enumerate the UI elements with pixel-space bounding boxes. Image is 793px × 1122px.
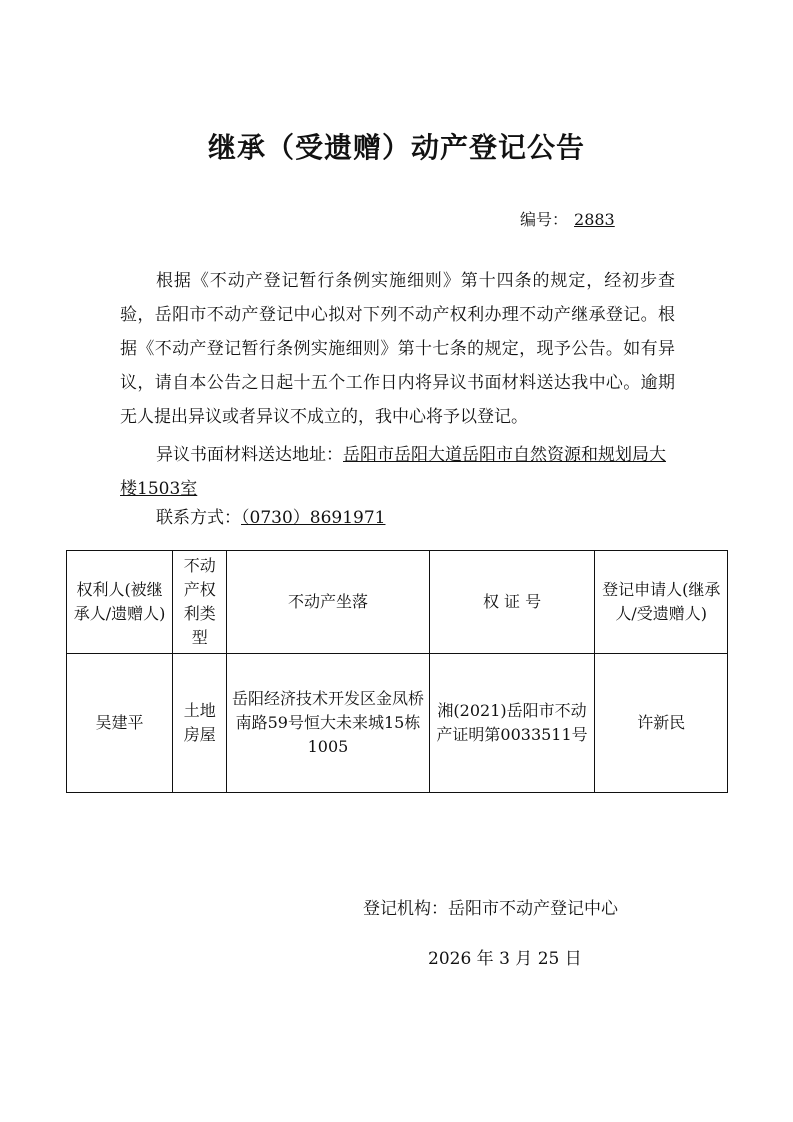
header-applicant: 登记申请人(继承人/受遗赠人) bbox=[595, 551, 728, 654]
header-location: 不动产坐落 bbox=[227, 551, 429, 654]
objection-address-label: 异议书面材料送达地址： bbox=[156, 445, 343, 465]
cell-obligee: 吴建平 bbox=[67, 654, 173, 793]
page-title: 继承（受遗赠）动产登记公告 bbox=[207, 131, 585, 164]
registration-table bbox=[66, 550, 728, 793]
table-row bbox=[67, 654, 728, 793]
cell-location: 岳阳经济技术开发区金凤桥南路59号恒大未来城15栋1005 bbox=[227, 654, 429, 793]
cell-applicant: 许新民 bbox=[595, 654, 728, 793]
contact-info bbox=[156, 506, 405, 530]
notice-date: 2026 年 3 月 25 日 bbox=[428, 949, 582, 969]
document-number-value: 2883 bbox=[574, 210, 615, 229]
header-obligee: 权利人(被继承人/遗赠人) bbox=[67, 551, 173, 654]
document-number-label: 编号： bbox=[520, 210, 569, 229]
cell-certificate-no: 湘(2021)岳阳市不动产证明第0033511号 bbox=[429, 654, 595, 793]
table-header-row bbox=[67, 551, 728, 654]
contact-value: （0730）8691971 bbox=[241, 508, 386, 528]
registration-authority: 登记机构：岳阳市不动产登记中心 bbox=[363, 899, 618, 919]
header-certificate-no: 权 证 号 bbox=[429, 551, 595, 654]
objection-address bbox=[120, 438, 675, 506]
cell-right-type: 土地房屋 bbox=[173, 654, 227, 793]
document-number bbox=[520, 207, 615, 230]
header-right-type: 不动产权利类型 bbox=[173, 551, 227, 654]
objection-address-value: 岳阳市岳阳大道岳阳市自然资源和规划局大楼1503室 bbox=[120, 445, 666, 499]
contact-label: 联系方式： bbox=[156, 508, 241, 528]
notice-paragraph: 根据《不动产登记暂行条例实施细则》第十四条的规定，经初步查验，岳阳市不动产登记中心拟对下列不动产权利办理不动产继承登记。根据《不动产登记暂行条例实施细则》第十七条的规定，现予公告。如有异议，请自本公告之日起十五个工作日内将异议书面材料送达我中心。逾期无人提出异议或者异议不成立的，我中心将予以登记。 bbox=[120, 271, 675, 427]
